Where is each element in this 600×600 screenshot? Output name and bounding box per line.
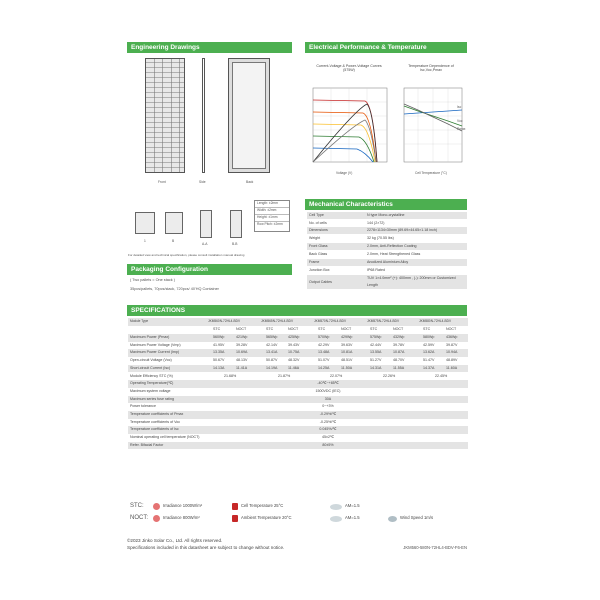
spec-common-label: Temperature coefficients of Voc <box>130 419 181 424</box>
iv-chart <box>305 80 391 168</box>
dimension-tolerance-box <box>254 200 290 232</box>
spec-cell: 22.26% <box>383 373 396 378</box>
spec-cell: 10.69A <box>236 350 248 355</box>
spec-cell: 48.32V <box>288 358 300 363</box>
spec-cell: 41.95V <box>213 342 225 347</box>
spec-cell: 42.29V <box>318 342 330 347</box>
spec-common-row <box>128 380 468 388</box>
mech-row-dimensions: Dimensions 2278×1134×30mm (89.69×44.65×1.18 inch) <box>307 227 467 234</box>
spec-common-label: Power tolerance <box>130 404 156 409</box>
front-label: Front <box>158 180 166 184</box>
spec-cell: 39.78V <box>393 342 405 347</box>
spec-row-label: Maximum Power Current (Imp) <box>130 350 180 355</box>
spec-cell: 48.13V <box>236 358 248 363</box>
spec-cell: 14.19A <box>266 365 278 370</box>
spec-common-row <box>128 396 468 404</box>
spec-cell: 425Wp <box>288 335 300 339</box>
thermometer-noct-icon <box>232 515 238 522</box>
side-profile-drawing <box>202 58 205 173</box>
footer-disclaimer: Specifications included in this datasheet are subject to change without notice. <box>127 545 285 550</box>
spec-row-label: Maximum Power (Pmax) <box>130 335 170 339</box>
packaging-header: Packaging Configuration <box>127 264 292 275</box>
frame-section-1 <box>135 212 155 234</box>
cloud-noct-icon <box>330 516 342 522</box>
temp-series-voc: Voc <box>457 119 463 123</box>
spec-cell: 51.27V <box>370 358 382 363</box>
electrical-header: Electrical Performance & Temperature Dependence <box>305 42 467 53</box>
spec-cell: 51.47V <box>423 358 435 363</box>
spec-cell: 11.46A <box>288 365 300 370</box>
spec-cell: 22.07% <box>330 373 343 378</box>
temp-chart-xlabel: Cell Temperature (°C) <box>415 171 447 175</box>
back-panel-drawing <box>228 58 270 173</box>
frame-section-b <box>165 212 183 234</box>
spec-common-label: Operating Temperature(℃) <box>130 381 174 386</box>
spec-cell: 39.43V <box>288 342 300 347</box>
spec-cell: 13.48A <box>318 350 330 355</box>
spec-cell: 42.14V <box>266 342 278 347</box>
wind-icon <box>388 516 397 522</box>
spec-cell: 560Wp <box>213 335 225 339</box>
temp-series-isc: Isc <box>457 105 462 109</box>
iv-chart-xlabel: Voltage (V) <box>336 171 353 175</box>
spec-common-row <box>128 403 468 411</box>
spec-common-row <box>128 411 468 419</box>
spec-common-value: 30A <box>324 396 332 401</box>
spec-cell: 21.68% <box>224 373 237 378</box>
spec-cell: 22.45% <box>435 373 448 378</box>
spec-row-label: Maximum Power Voltage (Vmp) <box>130 342 181 347</box>
side-label: Side <box>199 180 206 184</box>
spec-common-row <box>128 442 468 450</box>
irradiance-noct-icon <box>153 515 160 522</box>
spec-cell: 39.28V <box>236 342 248 347</box>
spec-cell: 565Wp <box>266 335 278 339</box>
spec-cell: 48.51V <box>341 358 353 363</box>
spec-common-value: 80±5% <box>322 442 334 447</box>
spec-cell: 11.41A <box>236 365 248 370</box>
dim-row-pitch: Row Pitch: ±2mm <box>257 221 283 226</box>
spec-cell: 11.55A <box>393 365 405 370</box>
spec-cell: 51.07V <box>318 358 330 363</box>
spec-cell: 14.25A <box>318 365 330 370</box>
spec-cell: 10.75A <box>288 350 300 355</box>
spec-cell: 10.87A <box>393 350 405 355</box>
spec-cell: 580Wp <box>423 335 435 339</box>
spec-row <box>128 373 468 381</box>
spec-row <box>128 357 468 365</box>
frame-section-aa <box>200 210 212 238</box>
mech-row-front-glass: Front Glass 2.0mm, Anti-Reflection Coating <box>307 243 467 250</box>
packaging-line-2: 35pcs/pallets, 70pcs/stack, 720pcs/ 40'HQ Container <box>130 287 219 291</box>
spec-row-label: Short-circuit Current (Isc) <box>130 365 171 370</box>
back-label: Back <box>246 180 254 184</box>
footer-copyright: ©2023 Jinko Solar Co., Ltd. All rights reserved. <box>127 538 223 543</box>
spec-common-label: Temperature coefficients of Isc <box>130 427 179 432</box>
frame-section-bb <box>230 210 242 238</box>
spec-cell: 39.63V <box>341 342 353 347</box>
temp-chart <box>398 80 466 168</box>
irradiance-icon <box>153 503 160 510</box>
spec-cell: 570Wp <box>318 335 330 339</box>
iv-chart-title: Current-Voltage & Power-Voltage Curves (575W) <box>316 64 382 72</box>
spec-cell: 14.37A <box>423 365 435 370</box>
mech-row-cell-type: Cell Type N type Mono-crystalline <box>307 212 467 219</box>
legend-irradiance-stc: Irradiance 1000W/m² <box>163 503 203 508</box>
spec-common-value: 0~+3% <box>322 404 334 409</box>
spec-common-row <box>128 434 468 442</box>
spec-cell: 13.55A <box>370 350 382 355</box>
mech-row-output-cables: Output Cables TUV 1×4.0mm² (+): 400mm , (-): 200mm or Customized Length <box>307 275 467 289</box>
front-panel-drawing <box>145 58 185 173</box>
dim-length: Length: ±2mm <box>255 201 289 208</box>
temp-chart-title: Temperature Dependence of Isc,Voc,Pmax <box>408 64 454 72</box>
spec-row <box>128 342 468 350</box>
spec-common-label: Temperature coefficients of Pmax <box>130 412 184 416</box>
legend-am-stc: AM=1.5 <box>345 503 360 508</box>
legend-stc-label: STC: <box>130 503 144 509</box>
spec-cell: 436Wp <box>446 335 458 339</box>
mech-row-frame: Frame Anodized Aluminium Alloy <box>307 259 467 266</box>
spec-cell: 14.31A <box>370 365 382 370</box>
spec-cell: 575Wp <box>370 335 382 339</box>
section-label-aa: A-A <box>202 242 208 246</box>
spec-cell: 421Wp <box>236 335 248 339</box>
cloud-icon <box>330 504 342 510</box>
spec-cell: 11.50A <box>341 365 353 370</box>
packaging-line-1: ( Two pallets = One stack ) <box>130 278 175 282</box>
spec-cell: 39.87V <box>446 342 458 347</box>
spec-common-value: -0.29%/℃ <box>319 412 337 416</box>
mech-row-weight: Weight 32 kg (70.55 lbs) <box>309 236 394 240</box>
drawings-note: For detailed view and technical specification, please consult installation manual drawing <box>128 253 245 257</box>
spec-cell: 48.89V <box>446 358 458 363</box>
footer-doc-code: JKM560-580N-72HL4-BDV-F6-EN <box>403 545 467 550</box>
legend-am-noct: AM=1.5 <box>345 515 360 520</box>
spec-common-value: 1500VDC (IEC) <box>315 388 341 393</box>
spec-cell: 13.35A <box>213 350 225 355</box>
section-label-bb: B-B <box>232 242 238 246</box>
spec-cell: 21.87% <box>278 373 291 378</box>
spec-cell: 50.67V <box>213 358 225 363</box>
spec-cell: 48.70V <box>393 358 405 363</box>
specifications-header: SPECIFICATIONS <box>127 305 467 316</box>
section-label-b: B <box>172 239 175 243</box>
section-label-1: 1 <box>144 239 146 243</box>
spec-row-label: Open-circuit Voltage (Voc) <box>130 358 172 363</box>
spec-cell: 10.81A <box>341 350 353 355</box>
spec-cell: 42.44V <box>370 342 382 347</box>
temp-series-pmax: Pmax <box>457 127 466 131</box>
mech-row-back-glass: Back Glass 2.0mm, Heat Strengthened Glass <box>309 252 421 256</box>
spec-cell: 13.41A <box>266 350 278 355</box>
spec-common-row <box>128 388 468 396</box>
spec-cell: 14.13A <box>213 365 225 370</box>
dim-height: Height: ±1mm <box>255 215 289 222</box>
legend-cell-temp: Cell Temperature 25°C <box>241 503 284 508</box>
spec-cell: 429Wp <box>341 335 353 339</box>
spec-common-label: Nominal operating cell temperature (NOCT) <box>130 435 200 440</box>
spec-cell: 50.87V <box>266 358 278 363</box>
spec-cell: 11.60A <box>446 365 458 370</box>
legend-wind-speed: Wind Speed 1m/s <box>400 515 434 520</box>
spec-row <box>128 349 468 357</box>
spec-common-row <box>128 419 468 427</box>
spec-subheader-row: STC NOCT STC NOCT STC NOCT STC NOCT STC NOCT <box>213 327 457 331</box>
spec-cell: 13.62A <box>423 350 435 355</box>
legend-irradiance-noct: Irradiance 800W/m² <box>163 515 200 520</box>
legend-noct-label: NOCT: <box>130 515 148 521</box>
spec-common-label: Maximum system voltage <box>130 388 171 393</box>
thermometer-icon <box>232 503 238 510</box>
legend-ambient-temp: Ambient Temperature 20°C <box>241 515 292 520</box>
spec-common-value: 0.045%/℃ <box>319 427 337 432</box>
engineering-drawings-header: Engineering Drawings <box>127 42 292 53</box>
spec-common-value: -0.25%/℃ <box>319 419 337 424</box>
mech-row-junction-box: Junction Box IP68 Rated <box>309 268 385 272</box>
spec-common-row <box>128 426 468 434</box>
mechanical-header: Mechanical Characteristics <box>305 199 467 210</box>
spec-common-value: -40℃~+85℃ <box>317 381 339 386</box>
spec-row <box>128 334 468 342</box>
spec-cell: 10.94A <box>446 350 458 355</box>
spec-common-value: 45±2℃ <box>321 435 334 440</box>
spec-cell: 432Wp <box>393 335 405 339</box>
spec-row <box>128 365 468 373</box>
spec-header-row: Module Type JKM560N-72HL4-BDV JKM565N-72HL4-BDV JKM570N-72HL4-BDV JKM575N-72HL4-BDV JKM580N-72HL4-BDV <box>128 318 468 326</box>
spec-cell: 42.59V <box>423 342 435 347</box>
spec-common-label: Refer. Bifacial Factor <box>130 442 164 447</box>
mech-row-cell-count: No. of cells 144 (2×72) <box>309 220 385 225</box>
spec-row-label: Module Efficiency STC (%) <box>130 373 173 378</box>
dim-width: Width: ±2mm <box>255 208 289 215</box>
spec-common-label: Maximum series fuse rating <box>130 396 174 401</box>
